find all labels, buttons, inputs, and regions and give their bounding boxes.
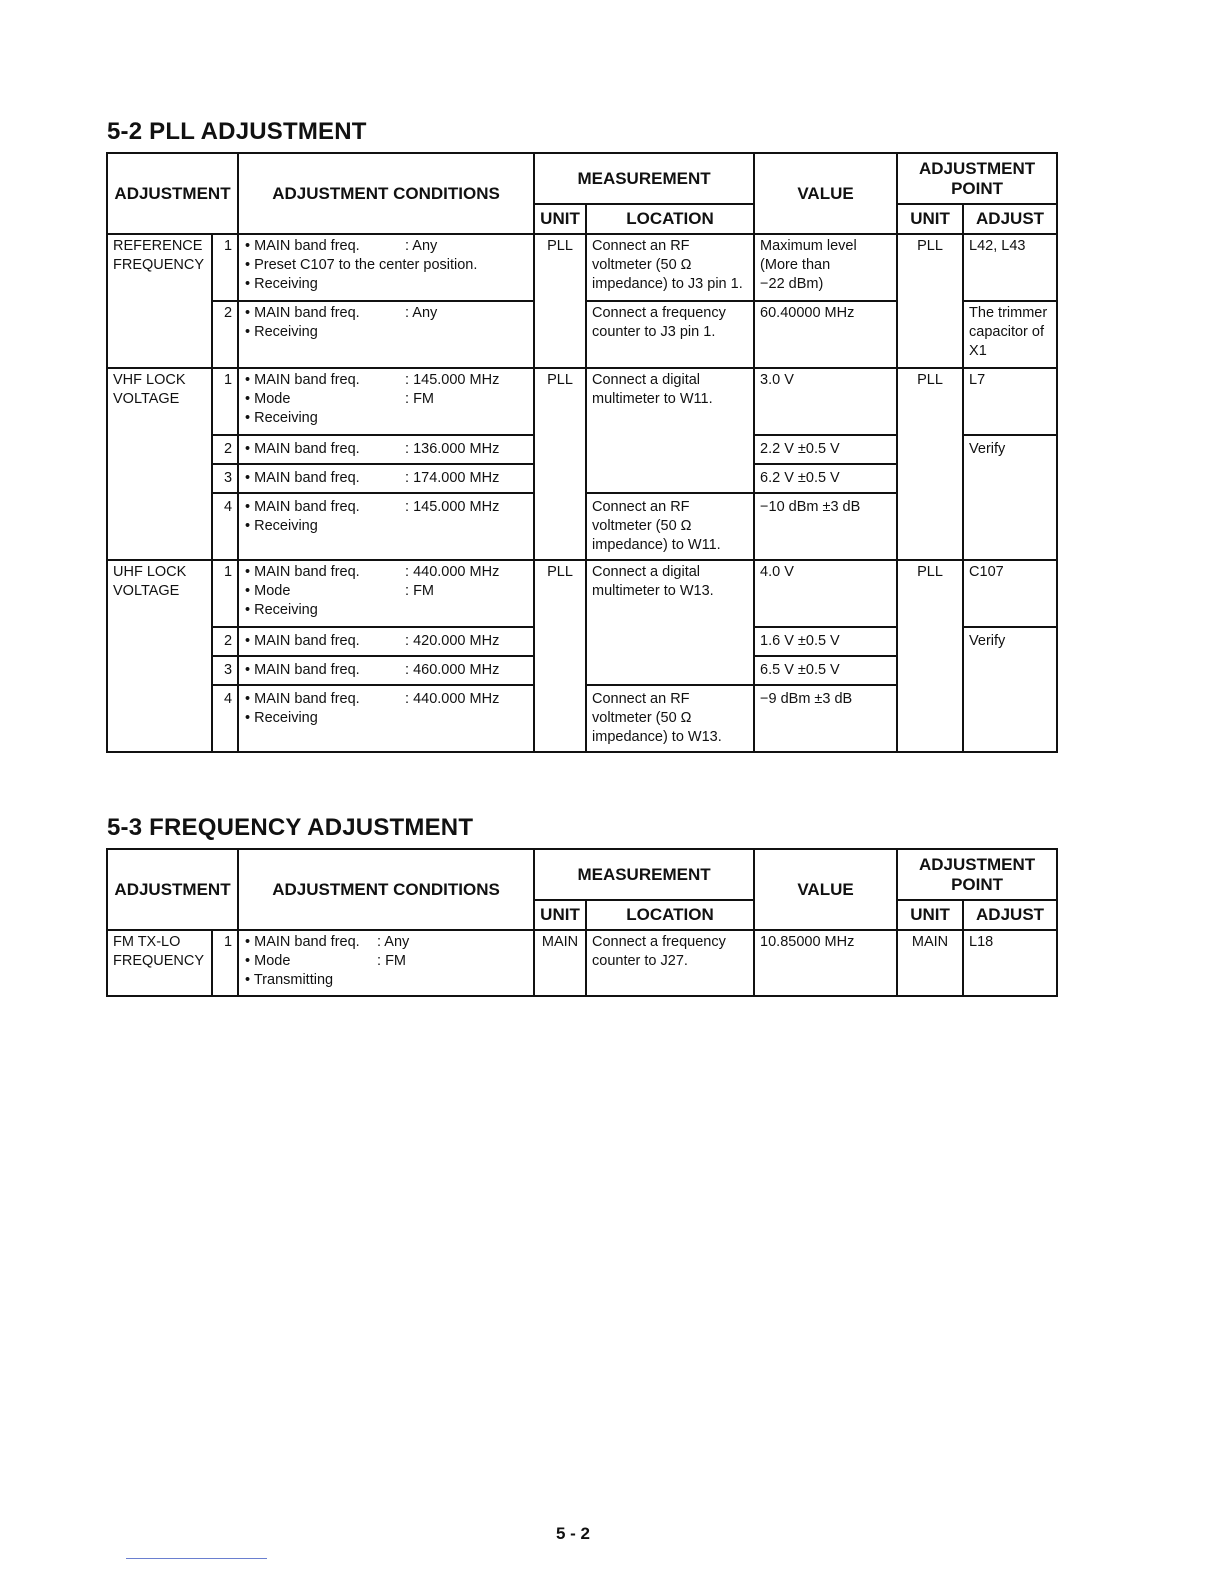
step-number: 1 [212,234,238,301]
location-cell: Connect a frequency counter to J27. [586,930,754,996]
header-adjustment: ADJUSTMENT [107,153,238,234]
header-measurement: MEASUREMENT [534,849,754,900]
condition-line: • Receiving [245,602,318,618]
condition-line: • MAIN band freq. : 460.000 MHz [245,662,500,678]
frequency-adjustment-table [106,848,1058,997]
value-cell: 3.0 V [754,368,897,435]
location-cell: Connect a frequency counter to J3 pin 1. [586,301,754,368]
condition-line: • MAIN band freq. : 174.000 MHz [245,470,500,486]
value-cell: −9 dBm ±3 dB [754,685,897,752]
header-location: LOCATION [586,204,754,234]
measurement-unit: PLL [534,234,586,368]
step-number: 4 [212,493,238,560]
conditions-cell [238,301,534,368]
header-adjustment: ADJUSTMENT [107,849,238,930]
condition-line: • MAIN band freq. : 420.000 MHz [245,633,500,649]
conditions-cell [238,560,534,627]
header-conditions: ADJUSTMENT CONDITIONS [238,153,534,234]
condition-line: • Transmitting [245,972,334,988]
location-cell: Connect an RF voltmeter (50 Ω impedance) to J3 pin 1. [586,234,754,301]
condition-line: • Receiving [245,518,318,534]
condition-line: • MAIN band freq. : Any [245,305,438,321]
condition-line: • Receiving [245,710,318,726]
point-unit: MAIN [897,930,963,996]
header-conditions: ADJUSTMENT CONDITIONS [238,849,534,930]
condition-line: • MAIN band freq. : 145.000 MHz [245,499,500,515]
condition-line: • Mode : FM [245,583,435,599]
value-cell: 6.2 V ±0.5 V [754,464,897,493]
value-cell: 6.5 V ±0.5 V [754,656,897,685]
header-adjust: ADJUST [963,900,1057,930]
condition-line: • Preset C107 to the center position. [245,257,478,273]
condition-line: • MAIN band freq. : Any [245,934,410,950]
value-cell: 1.6 V ±0.5 V [754,627,897,656]
header-adjustment-point: ADJUSTMENT POINT [897,849,1057,900]
table-row [107,234,1057,301]
step-number: 2 [212,301,238,368]
step-number: 2 [212,435,238,464]
step-number: 1 [212,368,238,435]
condition-line: • MAIN band freq. : 440.000 MHz [245,564,500,580]
adjust-cell: The trimmer capacitor of X1 [963,301,1057,368]
adjust-cell: L18 [963,930,1057,996]
condition-line: • Receiving [245,410,318,426]
conditions-cell [238,368,534,435]
table-row [107,560,1057,627]
condition-line: • Receiving [245,324,318,340]
conditions-cell [238,234,534,301]
step-number: 2 [212,627,238,656]
location-cell: Connect a digital multimeter to W11. [586,368,754,493]
location-cell: Connect a digital multimeter to W13. [586,560,754,685]
condition-line: • Receiving [245,276,318,292]
header-measurement-unit: UNIT [534,900,586,930]
conditions-cell [238,435,534,464]
adjust-cell: L7 [963,368,1057,435]
condition-line: • Mode : FM [245,391,435,407]
location-cell: Connect an RF voltmeter (50 Ω impedance) to W13. [586,685,754,752]
value-cell: 4.0 V [754,560,897,627]
pll-adjustment-table [106,152,1058,753]
conditions-cell [238,464,534,493]
value-cell: −10 dBm ±3 dB [754,493,897,560]
header-measurement: MEASUREMENT [534,153,754,204]
point-unit: PLL [897,234,963,368]
condition-line: • MAIN band freq. : Any [245,238,438,254]
value-cell: 10.85000 MHz [754,930,897,996]
step-number: 1 [212,930,238,996]
page-number: 5 - 2 [555,1524,591,1543]
condition-line: • MAIN band freq. : 440.000 MHz [245,691,500,707]
header-value: VALUE [754,849,897,930]
header-measurement-unit: UNIT [534,204,586,234]
adjustment-name: UHF LOCK VOLTAGE [107,560,212,752]
measurement-unit: PLL [534,560,586,752]
point-unit: PLL [897,368,963,560]
adjust-cell: C107 [963,560,1057,627]
adjust-cell: L42, L43 [963,234,1057,301]
step-number: 3 [212,656,238,685]
header-adjustment-point: ADJUSTMENT POINT [897,153,1057,204]
condition-line: • MAIN band freq. : 145.000 MHz [245,372,500,388]
conditions-cell [238,656,534,685]
measurement-unit: MAIN [534,930,586,996]
table-row [107,930,1057,996]
adjustment-name: FM TX-LO FREQUENCY [107,930,212,996]
footer-rule [126,1558,267,1559]
section-title-frequency: 5-3 FREQUENCY ADJUSTMENT [107,814,474,841]
condition-line: • MAIN band freq. : 136.000 MHz [245,441,500,457]
measurement-unit: PLL [534,368,586,560]
value-cell: 2.2 V ±0.5 V [754,435,897,464]
value-cell: 60.40000 MHz [754,301,897,368]
adjust-cell: Verify [963,435,1057,560]
step-number: 3 [212,464,238,493]
value-cell: Maximum level (More than −22 dBm) [754,234,897,301]
conditions-cell [238,685,534,752]
header-location: LOCATION [586,900,754,930]
adjustment-name: VHF LOCK VOLTAGE [107,368,212,560]
conditions-cell [238,627,534,656]
location-cell: Connect an RF voltmeter (50 Ω impedance) to W11. [586,493,754,560]
header-point-unit: UNIT [897,900,963,930]
conditions-cell [238,930,534,996]
section-title-pll: 5-2 PLL ADJUSTMENT [107,118,367,145]
header-point-unit: UNIT [897,204,963,234]
point-unit: PLL [897,560,963,752]
header-value: VALUE [754,153,897,234]
conditions-cell [238,493,534,560]
condition-line: • Mode : FM [245,953,407,969]
table-row [107,368,1057,435]
header-adjust: ADJUST [963,204,1057,234]
adjustment-name: REFERENCE FREQUENCY [107,234,212,368]
adjust-cell: Verify [963,627,1057,752]
step-number: 4 [212,685,238,752]
step-number: 1 [212,560,238,627]
